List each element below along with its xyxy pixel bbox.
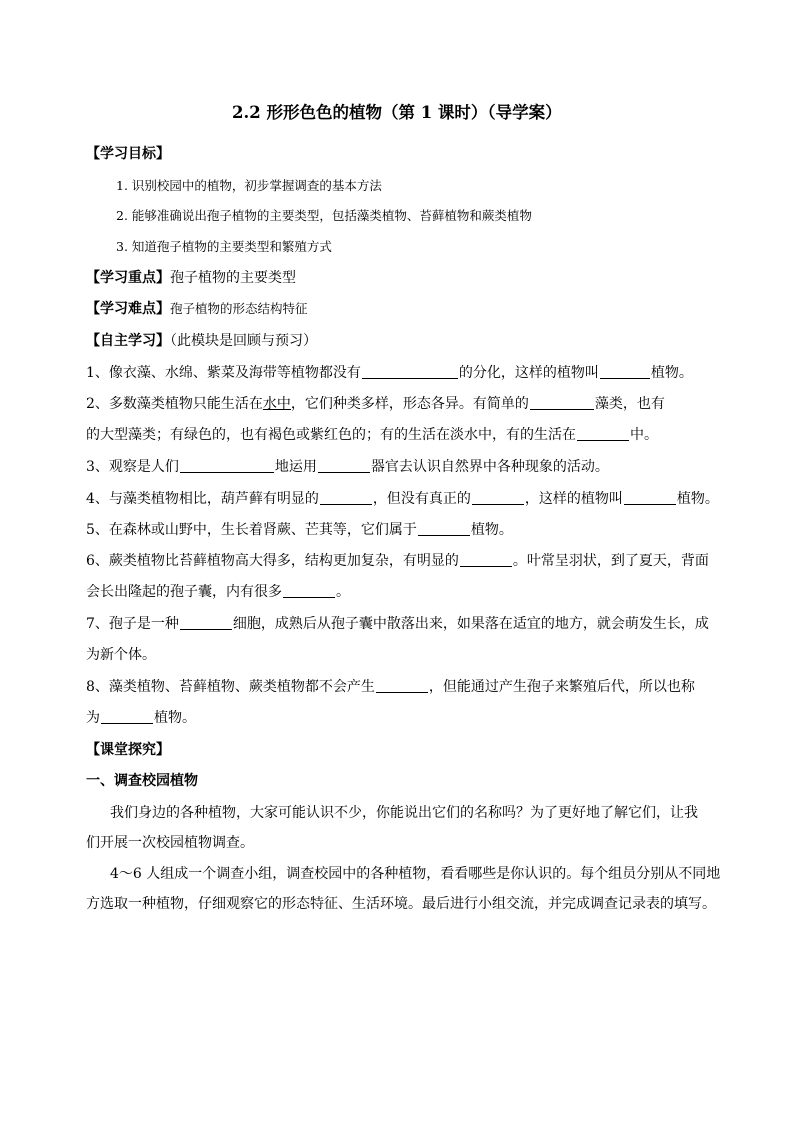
- q4-text-d: 植物。: [676, 491, 719, 507]
- q1-text-c: 植物。: [650, 365, 693, 381]
- q3-text-b: 地运用: [274, 459, 317, 475]
- key-point: [86, 269, 296, 287]
- key-point-text: 孢子植物的主要类型: [170, 270, 296, 286]
- q6-blank-1[interactable]: [460, 552, 512, 567]
- q5-text-a: 5、在森林或山野中，生长着肾蕨、芒萁等，它们属于: [86, 522, 417, 538]
- objectives-heading: 【学习目标】: [86, 146, 170, 162]
- question-7-line-2: [86, 646, 156, 664]
- q1-blank-2[interactable]: [600, 364, 650, 379]
- key-point-label: 【学习重点】: [86, 270, 170, 286]
- paragraph-2-line-2: 方选取一种植物，仔细观察它的形态特征、生活环境。最后进行小组交流，并完成调查记录表的填写。: [86, 896, 716, 912]
- q3-text-a: 3、观察是人们: [86, 459, 179, 475]
- section-title: 一、调查校园植物: [86, 773, 198, 789]
- q2-blank-2[interactable]: [577, 426, 629, 441]
- q8-text-d: 植物。: [154, 710, 196, 726]
- difficulty-text: 孢子植物的形态结构特征: [170, 301, 308, 316]
- q6-text-c: 会长出隆起的孢子囊，内有很多: [86, 584, 282, 600]
- q4-text-b: ，但没有真正的: [372, 491, 471, 507]
- question-8-line-2: [86, 709, 196, 727]
- q4-blank-2[interactable]: [472, 490, 524, 505]
- q2-text-e: 中。: [630, 427, 658, 443]
- q5-blank-1[interactable]: [418, 521, 470, 536]
- q2-text-d: 的大型藻类；有绿色的，也有褐色或紫红色的；有的生活在淡水中，有的生活在: [86, 427, 576, 443]
- objective-item-1: 1. 识别校园中的植物，初步掌握调查的基本方法: [116, 178, 382, 193]
- q7-blank-1[interactable]: [180, 615, 232, 630]
- q2-underlined-text: 水中: [262, 396, 291, 412]
- self-study-heading: [86, 332, 317, 350]
- q2-text-a: 2、多数藻类植物只能生活在: [86, 396, 263, 412]
- paragraph-2-line-1: 4～6 人组成一个调查小组，调查校园中的各种植物，看看哪些是你认识的。每个组员分别从不同地: [110, 866, 721, 882]
- q5-text-b: 植物。: [470, 522, 513, 538]
- q8-blank-2[interactable]: [101, 709, 153, 724]
- self-study-label: 【自主学习】: [86, 333, 170, 349]
- q7-text-b: 细胞，成熟后从孢子囊中散落出来，如果落在适宜的地方，就会萌发生长，成: [232, 616, 709, 632]
- question-5: [86, 521, 513, 539]
- q6-blank-2[interactable]: [283, 583, 335, 598]
- q4-blank-3[interactable]: [624, 490, 676, 505]
- q1-blank-1[interactable]: [362, 364, 458, 379]
- q2-text-b: ，它们种类多样，形态各异。有简单的: [290, 396, 529, 412]
- q7-text-c: 为新个体。: [86, 647, 156, 663]
- objective-item-3: 3. 知道孢子植物的主要类型和繁殖方式: [116, 239, 332, 254]
- objective-item-2: 2. 能够准确说出孢子植物的主要类型，包括藻类植物、苔藓植物和蕨类植物: [116, 208, 532, 223]
- question-2-line-1: [86, 395, 665, 413]
- q3-text-c: 器官去认识自然界中各种现象的活动。: [370, 459, 609, 475]
- question-6-line-1: [86, 552, 709, 570]
- q6-text-b: 。叶常呈羽状，到了夏天，背面: [512, 553, 709, 569]
- q1-text-b: 的分化，这样的植物叫: [458, 365, 599, 381]
- page-title: 2.2 形形色色的植物（第 1 课时）（导学案）: [232, 103, 562, 122]
- q2-text-c: 藻类，也有: [594, 396, 665, 412]
- self-study-note: （此模块是回顾与预习）: [170, 333, 317, 349]
- q1-text-a: 1、像衣藻、水绵、紫菜及海带等植物都没有: [86, 365, 361, 381]
- q3-blank-1[interactable]: [180, 458, 274, 473]
- difficulty: [86, 300, 308, 318]
- q8-text-b: ，但能通过产生孢子来繁殖后代，所以也称: [428, 679, 695, 695]
- q4-text-a: 4、与藻类植物相比，葫芦藓有明显的: [86, 491, 319, 507]
- q4-blank-1[interactable]: [320, 490, 372, 505]
- q8-text-c: 为: [86, 710, 100, 726]
- question-6-line-2: [86, 583, 350, 601]
- question-8-line-1: [86, 678, 695, 696]
- explore-heading: 【课堂探究】: [86, 742, 170, 758]
- q2-blank-1[interactable]: [530, 395, 594, 410]
- question-7-line-1: [86, 615, 709, 633]
- q3-blank-2[interactable]: [318, 458, 370, 473]
- q6-text-a: 6、蕨类植物比苔藓植物高大得多，结构更加复杂，有明显的: [86, 553, 459, 569]
- paragraph-1-line-1: 我们身边的各种植物，大家可能认识不少，你能说出它们的名称吗？为了更好地了解它们，让我: [110, 805, 698, 821]
- difficulty-label: 【学习难点】: [86, 301, 170, 317]
- q8-text-a: 8、藻类植物、苔藓植物、蕨类植物都不会产生: [86, 679, 375, 695]
- question-2-line-2: [86, 426, 658, 444]
- q8-blank-1[interactable]: [376, 678, 428, 693]
- question-4: [86, 490, 719, 508]
- q4-text-c: ，这样的植物叫: [524, 491, 623, 507]
- q7-text-a: 7、孢子是一种: [86, 616, 179, 632]
- question-3: [86, 458, 609, 476]
- paragraph-1-line-2: 们开展一次校园植物调查。: [86, 835, 254, 851]
- q6-text-d: 。: [336, 584, 350, 600]
- question-1: [86, 364, 693, 382]
